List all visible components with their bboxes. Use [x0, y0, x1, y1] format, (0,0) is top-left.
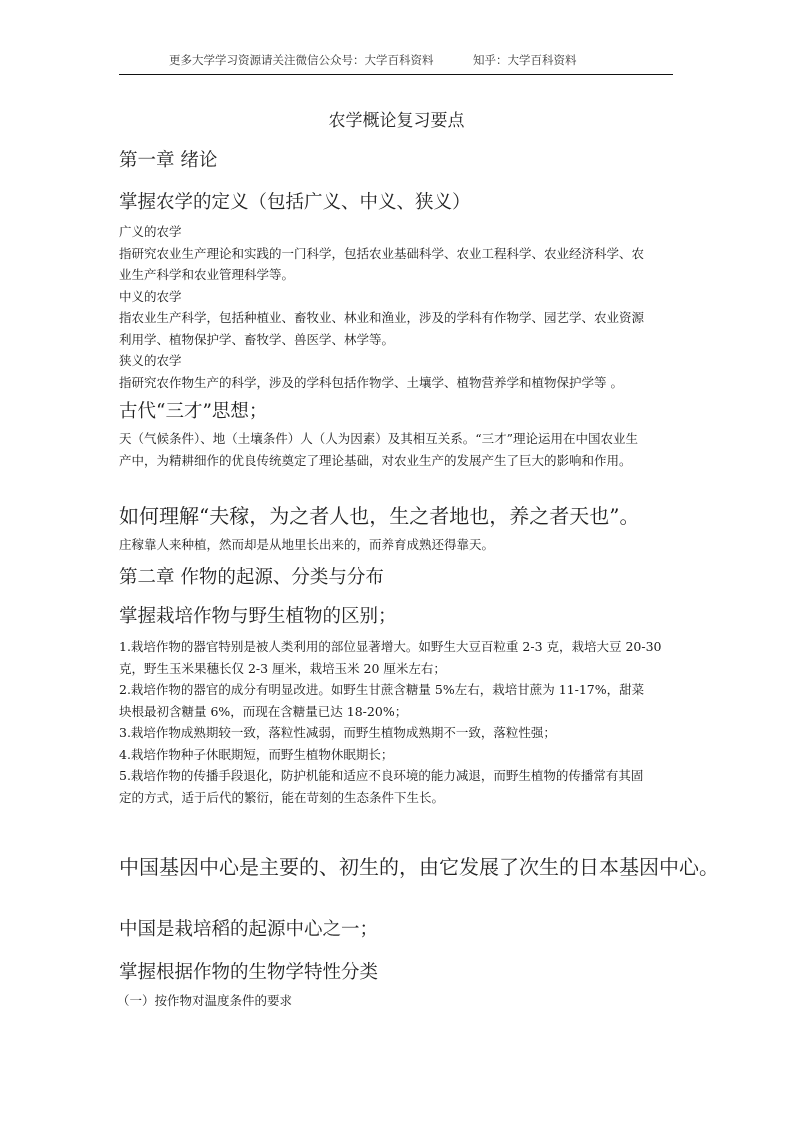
classification-sub-1: （一）按作物对温度条件的要求: [117, 993, 293, 1008]
sancai-line-2: 产中，为精耕细作的优良传统奠定了理论基础，对农业生产的发展产生了巨大的影响和作用。: [119, 452, 632, 468]
gene-center-statement: 中国基因中心是主要的、初生的，由它发展了次生的日本基因中心。: [119, 855, 719, 879]
narrow-label: 狭义的农学: [119, 353, 182, 368]
broad-line-2: 业生产科学和农业管理科学等。: [119, 267, 295, 282]
page-header: [119, 50, 673, 75]
middle-label: 中义的农学: [119, 288, 182, 304]
quote-heading: 如何理解“夫稼，为之者人也，生之者地也，养之者天也”。: [119, 504, 640, 528]
difference-line-1: 1.栽培作物的器官特别是被人类利用的部位显著增大。如野生大豆百粒重 2-3 克，栽培大豆 20-30: [119, 639, 662, 654]
document-title: 农学概论复习要点: [328, 111, 465, 131]
classification-heading: 掌握根据作物的生物学特性分类: [119, 962, 379, 983]
sancai-heading: 古代“三才”思想；: [119, 401, 268, 422]
header-wechat-note: 更多大学学习资源请关注微信公众号：大学百科资料: [169, 53, 434, 67]
chapter-2-heading: 第二章 作物的起源、分类与分布: [119, 567, 384, 588]
definition-body: [119, 221, 675, 393]
difference-heading: 掌握栽培作物与野生植物的区别；: [119, 606, 397, 627]
header-zhihu-note: 知乎：大学百科资料: [473, 53, 577, 67]
rice-origin-statement: 中国是栽培稻的起源中心之一；: [119, 919, 379, 940]
quote-body: [119, 534, 675, 556]
broad-label: 广义的农学: [119, 224, 182, 239]
quote-line: 庄稼靠人来种植，然而却是从地里长出来的，而养育成熟还得靠天。: [119, 537, 495, 552]
difference-line-4: 块根最初含糖量 6%，而现在含糖量已达 18-20%；: [119, 703, 408, 719]
difference-line-7: 5.栽培作物的传播手段退化，防护机能和适应不良环境的能力减退，而野生植物的传播常有其固: [119, 768, 644, 783]
sancai-body: [119, 428, 675, 471]
difference-line-2: 克，野生玉米果穗长仅 2-3 厘米，栽培玉米 20 厘米左右；: [119, 660, 446, 676]
difference-line-8: 定的方式，适于后代的繁衍，能在苛刻的生态条件下生长。: [119, 789, 445, 805]
narrow-line-1: 指研究农作物生产的科学，涉及的学科包括作物学、土壤学、植物营养学和植物保护学等 。: [119, 374, 623, 390]
difference-line-6: 4.栽培作物种子休眠期短，而野生植物休眠期长；: [119, 746, 394, 762]
difference-body: [119, 636, 675, 808]
sancai-line-1: 天（气候条件）、地（土壤条件）人（人为因素）及其相互关系。“三才”理论运用在中国农业生: [119, 431, 639, 446]
difference-line-5: 3.栽培作物成熟期较一致，落粒性减弱，而野生植物成熟期不一致，落粒性强；: [119, 725, 556, 740]
broad-line-1: 指研究农业生产理论和实践的一门科学，包括农业基础科学、农业工程科学、农业经济科学、农: [119, 245, 645, 261]
difference-line-3: 2.栽培作物的器官的成分有明显改进。如野生甘蔗含糖量 5%左右，栽培甘蔗为 11-17%，甜菜: [119, 682, 645, 697]
definition-heading: 掌握农学的定义（包括广义、中义、狭义）: [119, 192, 471, 213]
middle-line-2: 利用学、植物保护学、畜牧学、兽医学、林学等。: [119, 331, 395, 347]
chapter-1-heading: 第一章 绪论: [119, 150, 218, 171]
middle-line-1: 指农业生产科学，包括种植业、畜牧业、林业和渔业，涉及的学科有作物学、园艺学、农业资源: [119, 310, 645, 325]
